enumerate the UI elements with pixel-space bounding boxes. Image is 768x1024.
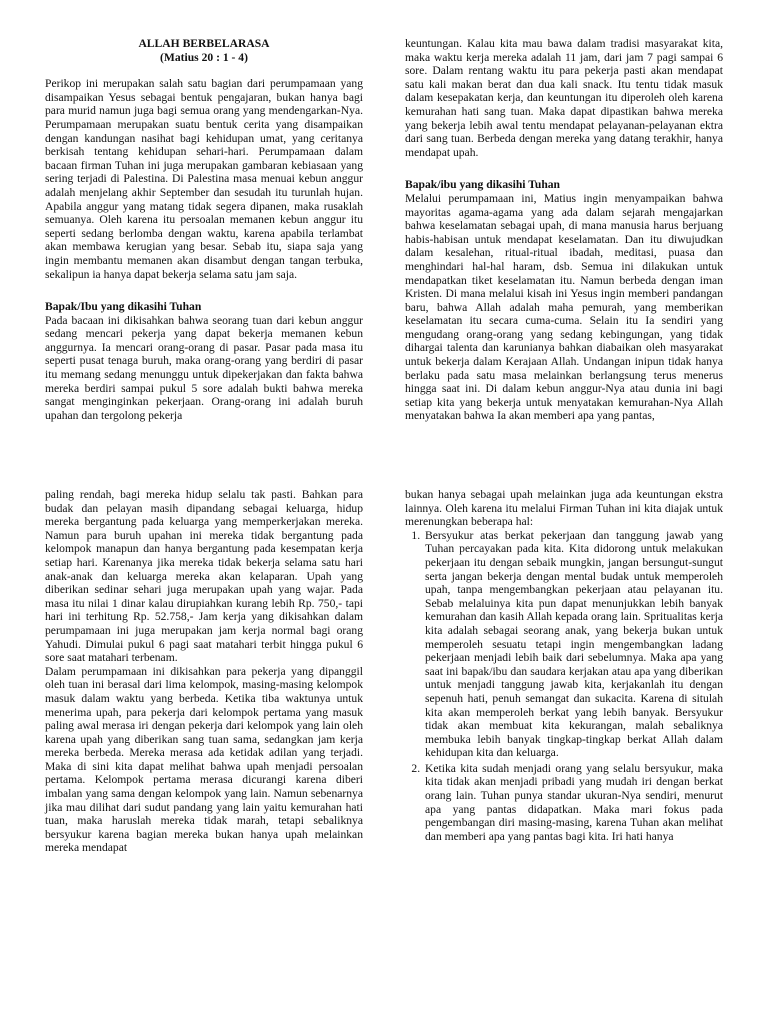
section-heading: Bapak/ibu yang dikasihi Tuhan <box>405 178 561 192</box>
column-4 <box>405 488 723 845</box>
body-paragraph: Pada bacaan ini dikisahkan bahwa seorang tuan dari kebun anggur sedang mencari pekerja yang dapat bekerja memanen kebun anggurnya. Ia mencari orang-orang di pasar. Pasar pada masa itu seperti pusat tenaga buruh, maka orang-orang yang berdiri di pasar itu memang sedang menunggu untuk dipekerjakan dan fakta bahwa mereka berdiri sampai pukul 5 sore adalah bukti bahwa mereka sangat menginginkan pekerjaan. Orang-orang ini adalah buruh upahan dan tergolong pekerja <box>45 313 363 422</box>
column-2 <box>405 37 723 423</box>
scripture-reference: (Matius 20 : 1 - 4) <box>160 50 248 64</box>
column-3 <box>45 488 363 855</box>
list-item: 1. Bersyukur atas berkat pekerjaan dan tanggung jawab yang Tuhan percayakan pada kita. Kita didorong untuk melakukan pekerjaan itu dengan sebaik mungkin, jangan bersungut-sungut serta jangan bekerja dengan mental budak untuk memperoleh upah, tanpa mengembangkan pekerjaan atau pelayanan itu. Sebab melaluinya kita pun dapat menunjukkan lebih banyak kemurahan dan kasih Allah kepada orang lain. Spritualitas kerja kita adalah sebagai seorang anak, yang bekerja bukan untuk memperoleh sesuatu tetapi ingin mengembangkan ladang pekerjaan menjadi lebih baik dari sebelumnya. Maka apa yang saat ini bapak/ibu dan saudara kerjakan atau apa yang diberikan untuk menjadi tanggung jawab kita, kerjakanlah itu dengan sepenuh hati, penuh semangat dan sukacita. Karena di situlah kita akan memperoleh berkat yang lebih banyak. Bersyukur tidak akan membuat kita kekurangan, malah sebaliknya membuka lebih banyak tingkap-tingkap berkat Allah dalam kehidupan kita dan keluarga. <box>423 529 723 760</box>
section-heading: Bapak/Ibu yang dikasihi Tuhan <box>45 300 202 314</box>
reflection-list <box>405 529 723 844</box>
body-paragraph: Dalam perumpamaan ini dikisahkan para pekerja yang dipanggil oleh tuan ini berasal dari lima kelompok, masing-masing kelompok masuk dalam waktu yang berbeda. Ketika tiba waktunya untuk menerima upah, para pekerja dari kelompok pertama yang masuk paling awal merasa iri dengan pekerja dari kelompok yang lain oleh karena upah yang diberikan sang tuan sama, sedangkan jam kerja mereka berbeda. Mereka merasa ada ketidak adilan yang terjadi. Maka di sini kita dapat melihat bahwa upah menjadi persoalan pertama. Kelompok pertama merasa dicurangi karena diberi imbalan yang sama dengan kelompok yang lain. Namun sebenarnya jika mau dilihat dari sudut pandang yang lain yaitu kemurahan hati tuan, maka haruslah mereka tidak marah, tetapi sebaliknya bersyukur karena bagian mereka bukan hanya upah melainkan mereka mendapat <box>45 664 363 855</box>
sermon-title: ALLAH BERBELARASA <box>138 37 270 50</box>
spacer <box>45 64 363 77</box>
body-paragraph: keuntungan. Kalau kita mau bawa dalam tradisi masyarakat kita, maka waktu kerja mereka adalah 11 jam, dari jam 7 pagi sampai 6 sore. Dalam rentang waktu itu para pekerja pasti akan mendapat satu kali makan berat dan dua kali snack. Itu tentu tidak masuk dalam kesepakatan kerja, dan keuntungan itu diperoleh oleh karena kemurahan hati sang tuan. Maka dapat dipastikan bahwa mereka yang bekerja lebih awal tentu mendapat pelayanan-pelayanan ektra dari sang tuan. Berbeda dengan mereka yang datang terakhir, hanya mendapat upah. <box>405 37 723 159</box>
intro-paragraph: Perikop ini merupakan salah satu bagian dari perumpamaan yang disampaikan Yesus sebagai bentuk pengajaran, bukan hanya bagi para murid namun juga bagi semua orang yang mendengarkan-Nya. Perumpamaan merupakan suatu bentuk cerita yang disampaikan dengan kandungan nasihat bagi kehidupan umat, yang ceritanya berkisah tentang kehidupan sehari-hari. Perumpamaan dalam bacaan firman Tuhan ini juga merupakan gambaran kebiasaan yang sering terjadi di Palestina. Di Palestina masa menuai kebun anggur adalah menjelang akhir September dan sesudah itu turunlah hujan. Apabila anggur yang matang tidak segera dipanen, maka rusaklah semuanya. Oleh karena itu persoalan memanen kebun anggur itu seperti sedang berlomba dengan waktu, karena apabila terlambat akan membawa kerugian yang besar. Sebab itu, siapa saja yang ingin membantu memanen akan disambut dengan tangan terbuka, sekalipun ia hanya dapat bekerja selama satu jam saja. <box>45 77 363 281</box>
list-item: 2. Ketika kita sudah menjadi orang yang selalu bersyukur, maka kita tidak akan menjadi pribadi yang mudah iri dengan berkat orang lain. Tuhan punya standar ukuran-Nya sendiri, menurut apa yang pantas didapatkan. Maka mari fokus pada pengembangan diri masing-masing, karena Tuhan akan melihat dan memberi apa yang pantas bagi kita. Iri hati hanya <box>423 762 723 844</box>
body-paragraph: paling rendah, bagi mereka hidup selalu tak pasti. Bahkan para budak dan pelayan masih dipandang sebagai keluarga, hidup mereka bergantung pada keluarga yang memperkerjakan mereka. Namun para buruh upahan ini mereka tidak bergantung pada kelompok manapun dan hanya bergantung pada kesempatan kerja setiap hari. Karenanya jika mereka tidak bekerja selama satu hari anak-anak dan keluarga mereka akan kelaparan. Upah yang diberikan sedinar sehari juga merupakan upah yang wajar. Pada masa itu nilai 1 dinar kalau dirupiahkan kurang lebih Rp. 750,- tapi hari ini terhitung Rp. 52.758,- Jam kerja yang dikisahkan dalam perumpamaan ini juga merupakan jam kerja normal bagi orang Yahudi. Dimulai pukul 6 pagi saat matahari terbit hingga pukul 6 sore saat matahari terbenam. <box>45 488 363 665</box>
body-paragraph: bukan hanya sebagai upah melainkan juga ada keuntungan ekstra lainnya. Oleh karena itu melalui Firman Tuhan ini kita diajak untuk merenungkan beberapa hal: <box>405 488 723 529</box>
spacer <box>405 159 723 172</box>
column-1 <box>45 37 363 422</box>
spacer <box>45 281 363 294</box>
body-paragraph: Melalui perumpamaan ini, Matius ingin menyampaikan bahwa mayoritas agama-agama yang ada dalam sejarah mengajarkan bahwa keselamatan sebagai upah, di mana manusia harus berjuang habis-habisan untuk mendapat keselamatan. Dan itu diwujudkan dalam kesalehan, ritual-ritual ibadah, meditasi, puasa dan menghindari hal-hal haram, dsb. Semua ini dilakukan untuk mendapatkan tiket keselamatan itu. Namun berbeda dengan iman Kristen. Di mana melalui kisah ini Yesus ingin memberi pandangan baru, bahwa Allah adalah maha pemurah, yang memberikan keselamatan itu secara cuma-cuma. Selain itu Ia sendiri yang mengudang orang-orang yang sedang kebingungan, yang tidak dihargai talenta dan karunianya bahkan diabaikan oleh masyarakat untuk bekerja dalam Kerajaan Allah. Undangan inipun tidak hanya berlaku pada satu masa melainkan berlangsung terus menerus hingga saat ini. Di dalam kebun anggur-Nya atau dunia ini bagi setiap kita yang bekerja untuk menyatakan kemurahan-Nya Allah menyatakan bahwa Ia akan memberi apa yang pantas, <box>405 191 723 423</box>
